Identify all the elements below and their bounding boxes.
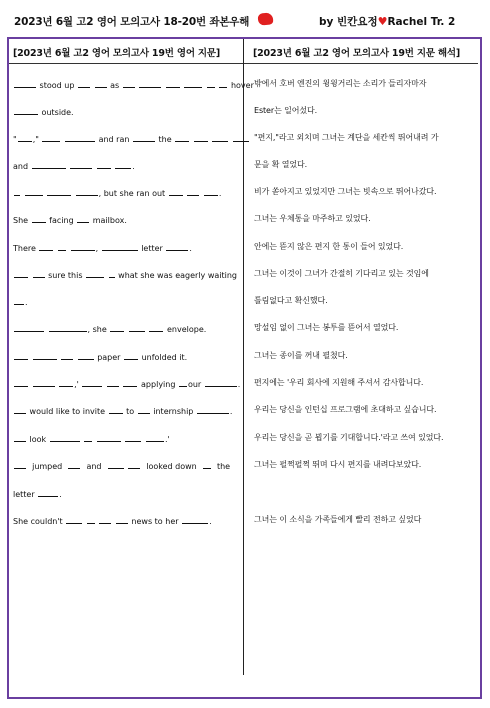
korean-line: 밖에서 호버 엔진의 윙윙거리는 소리가 들리자마자: [254, 79, 427, 88]
english-line: " ," and ran the: [13, 133, 250, 145]
english-line: would like to invite to internship .: [13, 405, 232, 417]
korean-line: 그녀는 이 소식을 가족들에게 빨리 전하고 싶었다: [254, 515, 422, 524]
header: [8, 12, 482, 34]
korean-line: "편지,"라고 외치며 그녀는 계단을 세칸씩 뛰어내려 가: [254, 133, 439, 142]
english-line: ,' applying our .: [13, 378, 240, 390]
korean-line: Ester는 일어섰다.: [254, 106, 318, 115]
english-line: sure this what she was eagerly waiting: [13, 269, 237, 281]
english-line: , she envelope.: [13, 323, 206, 335]
korean-line: 우리는 당신을 곧 뵙기를 기대합니다.'라고 쓰여 있었다.: [254, 433, 444, 442]
author-suffix: Rachel Tr. 2: [387, 16, 456, 28]
korean-line: 그녀는 종이를 꺼내 펼쳤다.: [254, 351, 348, 360]
korean-line: 틀림없다고 확신했다.: [254, 296, 328, 305]
korean-line: 안에는 뜯지 않은 편지 한 통이 들어 있었다.: [254, 242, 404, 251]
english-line: .: [13, 296, 28, 308]
left-column-title: [2023년 6월 고2 영어 모의고사 19번 영어 지문]: [13, 48, 220, 59]
author-credit: [319, 14, 455, 29]
english-line: She facing mailbox.: [13, 216, 127, 225]
korean-line: 비가 쏟아지고 있었지만 그녀는 빗속으로 뛰어나갔다.: [254, 187, 437, 196]
author-prefix: by 빈칸요정: [319, 16, 378, 28]
korean-line: 편지에는 '우리 회사에 지원해 주셔서 감사합니다.: [254, 378, 424, 387]
english-line: , but she ran out .: [13, 187, 221, 199]
english-line: and .: [13, 162, 135, 171]
korean-line: 망설임 없이 그녀는 봉투를 뜯어서 열었다.: [254, 323, 399, 332]
korean-line: 그녀는 이것이 그녀가 간절히 기다리고 있는 것임에: [254, 269, 429, 278]
korean-line: 그녀는 우체통을 마주하고 있었다.: [254, 214, 371, 223]
english-line: letter .: [13, 490, 62, 499]
korean-line: 우리는 당신을 인턴십 프로그램에 초대하고 싶습니다.: [254, 405, 437, 414]
english-line: stood up as hover: [13, 79, 254, 91]
red-highlight-blob: [257, 12, 273, 26]
heart-icon: ♥: [377, 15, 388, 28]
right-column-title: [2023년 6월 고2 영어 모의고사 19번 지문 해석]: [253, 48, 460, 59]
korean-line: 문을 확 열었다.: [254, 160, 308, 169]
english-line: outside.: [13, 106, 74, 118]
document-title: 2023년 6월 고2 영어 모의고사 18-20번 좌본우해: [14, 16, 250, 28]
english-line: There , letter .: [13, 244, 192, 253]
english-line: paper unfolded it.: [13, 351, 187, 363]
english-line: She couldn't news to her .: [13, 517, 212, 526]
english-line: look .': [13, 433, 170, 445]
korean-line: 그녀는 펄쩍펄쩍 뛰며 다시 편지를 내려다보았다.: [254, 460, 422, 469]
english-line: jumped and looked down the: [13, 460, 230, 472]
